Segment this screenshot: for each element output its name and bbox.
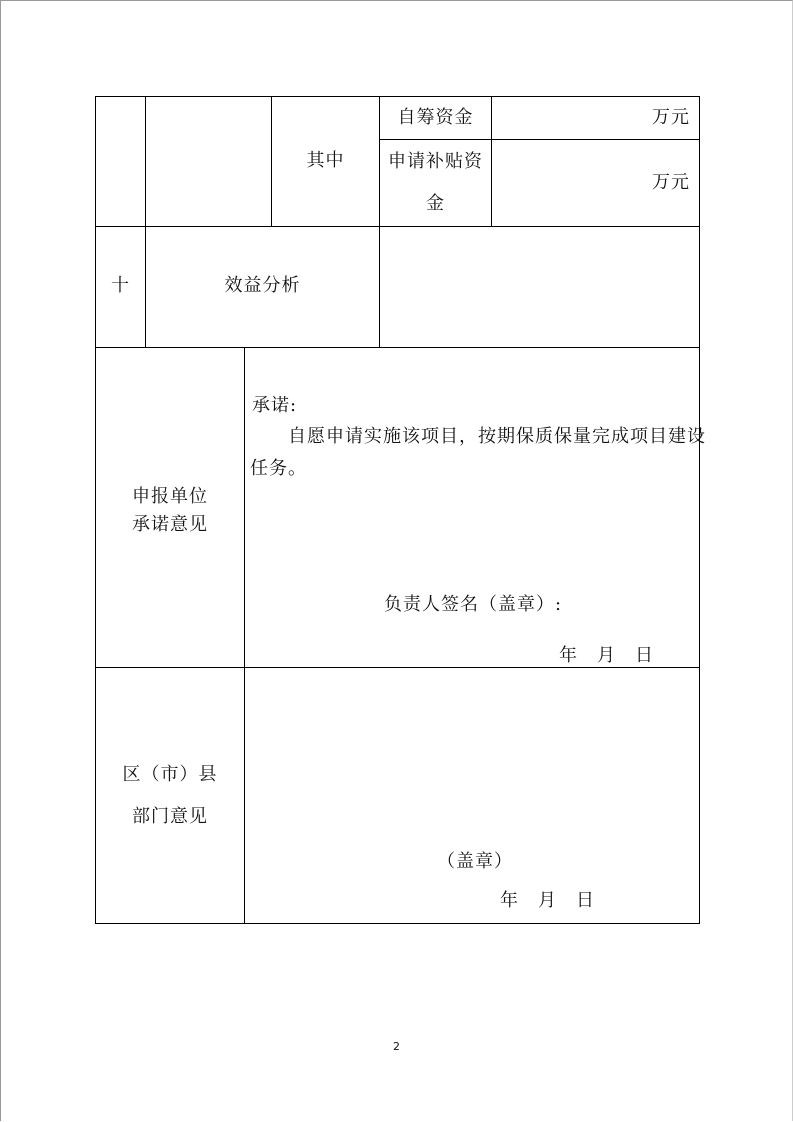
table-line xyxy=(145,96,146,348)
county-opinion-label-cont: 部门意见 xyxy=(132,806,208,827)
table-line xyxy=(699,96,700,924)
promise-text-cont: 任务。 xyxy=(250,458,307,479)
promise-title: 承诺: xyxy=(252,395,298,416)
table-line xyxy=(244,347,245,924)
promise-text: 自愿申请实施该项目，按期保质保量完成项目建设 xyxy=(288,426,706,447)
applicant-opinion-label-cont: 承诺意见 xyxy=(132,514,208,535)
applicant-opinion-label: 申报单位 xyxy=(132,486,208,507)
table-line xyxy=(379,96,380,348)
row-number: 十 xyxy=(111,275,130,296)
table-line xyxy=(95,923,700,924)
table-line xyxy=(95,96,96,924)
funding-group-label: 其中 xyxy=(306,150,345,171)
table-line xyxy=(95,226,700,227)
subsidy-funds-unit: 万元 xyxy=(652,172,690,193)
table-line xyxy=(379,139,700,140)
subsidy-funds-label-cont: 金 xyxy=(426,193,445,214)
benefit-analysis-label: 效益分析 xyxy=(224,275,301,296)
subsidy-funds-label: 申请补贴资 xyxy=(388,151,483,172)
table-line xyxy=(95,667,700,668)
self-raised-funds-label: 自筹资金 xyxy=(397,107,474,128)
applicant-date: 年 月 日 xyxy=(559,645,654,666)
self-raised-funds-unit: 万元 xyxy=(652,107,690,128)
table-line xyxy=(95,347,700,348)
signature-line: 负责人签名（盖章）: xyxy=(384,594,563,615)
page-number: 2 xyxy=(393,1040,400,1053)
county-date: 年 月 日 xyxy=(500,890,595,911)
stamp-line: （盖章） xyxy=(437,851,513,872)
table-line xyxy=(95,96,700,97)
county-opinion-label: 区（市）县 xyxy=(122,764,218,785)
